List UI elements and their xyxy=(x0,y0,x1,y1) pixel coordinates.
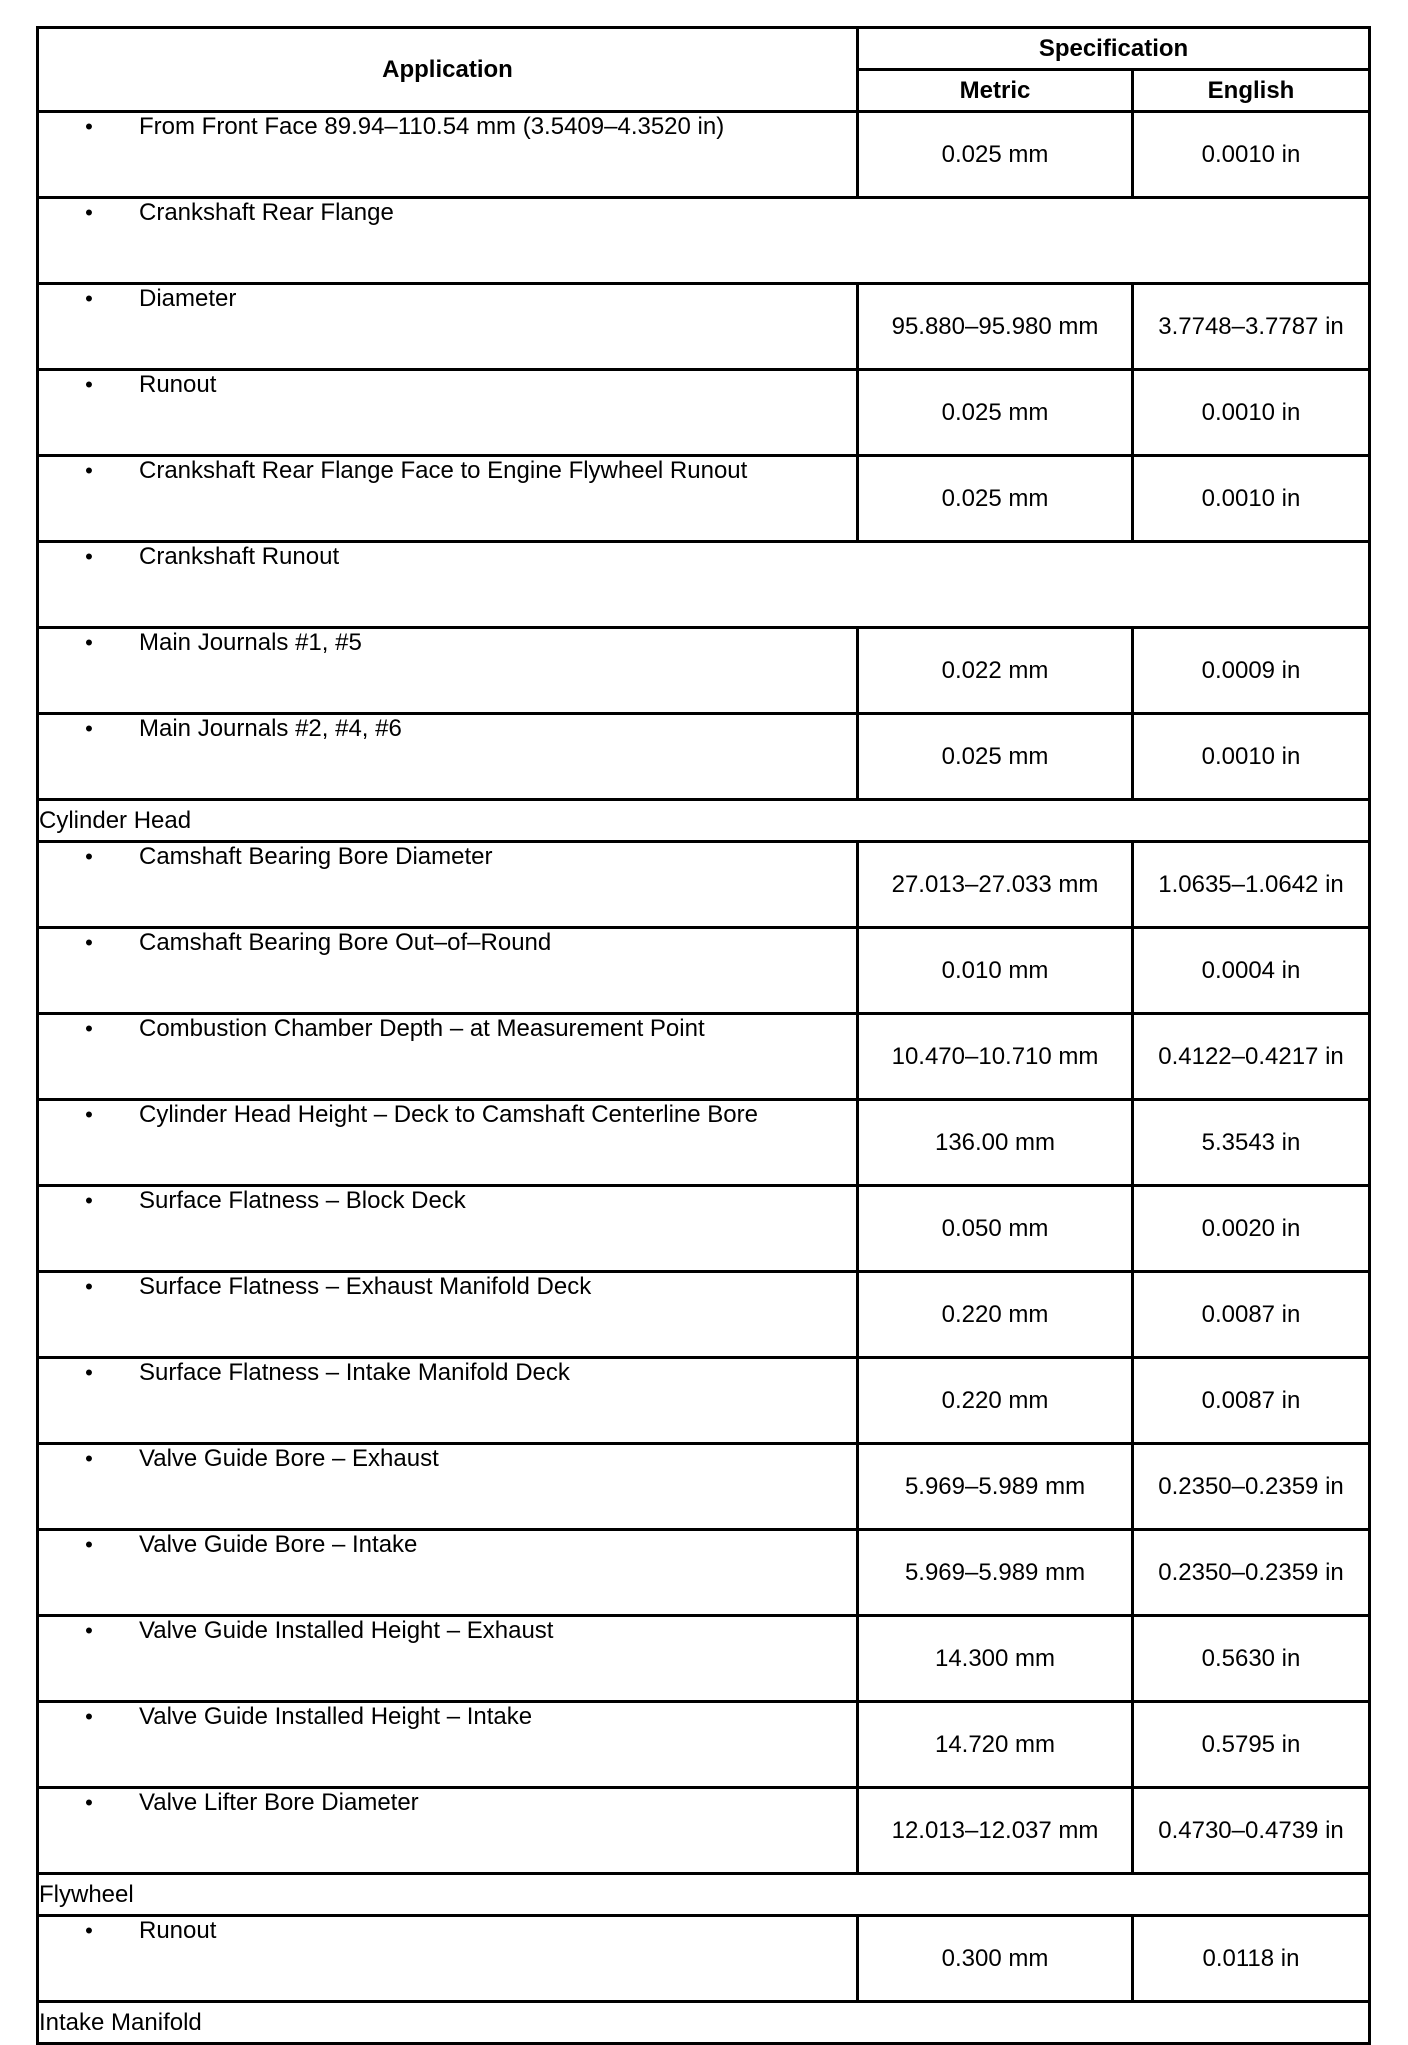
application-item xyxy=(39,629,856,657)
application-item xyxy=(39,1789,856,1817)
application-text: From Front Face 89.94–110.54 mm (3.5409–4.3520 in) xyxy=(139,113,725,140)
bullet-icon: • xyxy=(85,1918,93,1943)
application-text: Crankshaft Rear Flange Face to Engine Flywheel Runout xyxy=(139,457,748,484)
metric-value: 14.720 mm xyxy=(858,1702,1133,1788)
metric-value: 0.025 mm xyxy=(858,370,1133,456)
bullet-icon: • xyxy=(85,458,93,483)
table-row xyxy=(38,1530,1370,1616)
application-text: Main Journals #1, #5 xyxy=(139,629,362,656)
section-row xyxy=(38,2002,1370,2044)
application-cell xyxy=(38,1788,858,1874)
bullet-icon: • xyxy=(85,1188,93,1213)
english-value: 0.5795 in xyxy=(1133,1702,1370,1788)
metric-value: 10.470–10.710 mm xyxy=(858,1014,1133,1100)
application-text: Camshaft Bearing Bore Out–of–Round xyxy=(139,929,552,956)
bullet-icon: • xyxy=(85,716,93,741)
table-row xyxy=(38,842,1370,928)
subheader-row xyxy=(38,542,1370,628)
application-cell xyxy=(38,714,858,800)
application-cell xyxy=(38,112,858,198)
application-item xyxy=(39,1531,856,1559)
english-value: 0.4122–0.4217 in xyxy=(1133,1014,1370,1100)
metric-value: 0.025 mm xyxy=(858,456,1133,542)
application-item xyxy=(39,1703,856,1731)
bullet-icon: • xyxy=(85,544,93,569)
application-item xyxy=(39,1101,856,1129)
application-cell xyxy=(38,628,858,714)
application-cell xyxy=(38,1358,858,1444)
application-text: Cylinder Head Height – Deck to Camshaft Centerline Bore xyxy=(139,1101,758,1128)
table-row xyxy=(38,714,1370,800)
application-text: Camshaft Bearing Bore Diameter xyxy=(139,843,493,870)
application-cell xyxy=(38,1186,858,1272)
application-text: Valve Guide Installed Height – Intake xyxy=(139,1703,533,1730)
application-item xyxy=(39,929,856,957)
table-row xyxy=(38,1272,1370,1358)
application-item xyxy=(39,1273,856,1301)
application-text: Combustion Chamber Depth – at Measurement Point xyxy=(139,1015,705,1042)
application-cell xyxy=(38,456,858,542)
metric-value: 0.050 mm xyxy=(858,1186,1133,1272)
bullet-icon: • xyxy=(85,1704,93,1729)
english-value: 0.0010 in xyxy=(1133,456,1370,542)
specification-table xyxy=(36,26,1371,2045)
metric-value: 0.022 mm xyxy=(858,628,1133,714)
bullet-icon: • xyxy=(85,844,93,869)
application-cell xyxy=(38,1702,858,1788)
application-item xyxy=(39,715,856,743)
application-cell xyxy=(38,370,858,456)
application-cell xyxy=(38,198,1370,284)
english-value: 0.0087 in xyxy=(1133,1358,1370,1444)
application-cell xyxy=(38,1272,858,1358)
table-row xyxy=(38,1702,1370,1788)
bullet-icon: • xyxy=(85,114,93,139)
application-cell xyxy=(38,1616,858,1702)
table-row xyxy=(38,628,1370,714)
section-label: Flywheel xyxy=(38,1874,1370,1916)
bullet-icon: • xyxy=(85,1790,93,1815)
section-row xyxy=(38,1874,1370,1916)
bullet-icon: • xyxy=(85,630,93,655)
english-value: 3.7748–3.7787 in xyxy=(1133,284,1370,370)
table-row xyxy=(38,1358,1370,1444)
table-row xyxy=(38,928,1370,1014)
english-value: 0.5630 in xyxy=(1133,1616,1370,1702)
table-row xyxy=(38,1100,1370,1186)
application-item xyxy=(39,199,1368,227)
bullet-icon: • xyxy=(85,1274,93,1299)
english-value: 0.0004 in xyxy=(1133,928,1370,1014)
application-text: Valve Lifter Bore Diameter xyxy=(139,1789,419,1816)
application-text: Valve Guide Bore – Intake xyxy=(139,1531,418,1558)
application-cell xyxy=(38,1916,858,2002)
bullet-icon: • xyxy=(85,200,93,225)
application-text: Surface Flatness – Exhaust Manifold Deck xyxy=(139,1273,592,1300)
metric-value: 12.013–12.037 mm xyxy=(858,1788,1133,1874)
bullet-icon: • xyxy=(85,372,93,397)
application-text: Crankshaft Rear Flange xyxy=(139,199,394,226)
application-item xyxy=(39,1917,856,1945)
application-item xyxy=(39,543,1368,571)
metric-value: 95.880–95.980 mm xyxy=(858,284,1133,370)
english-value: 0.4730–0.4739 in xyxy=(1133,1788,1370,1874)
section-row xyxy=(38,800,1370,842)
english-header: English xyxy=(1133,70,1370,112)
metric-value: 0.220 mm xyxy=(858,1272,1133,1358)
english-value: 0.0010 in xyxy=(1133,370,1370,456)
application-item xyxy=(39,371,856,399)
english-value: 0.2350–0.2359 in xyxy=(1133,1530,1370,1616)
bullet-icon: • xyxy=(85,1016,93,1041)
application-item xyxy=(39,285,856,313)
metric-value: 0.025 mm xyxy=(858,112,1133,198)
metric-value: 5.969–5.989 mm xyxy=(858,1530,1133,1616)
application-cell xyxy=(38,1530,858,1616)
english-value: 0.0010 in xyxy=(1133,714,1370,800)
application-cell xyxy=(38,1444,858,1530)
application-cell xyxy=(38,842,858,928)
bullet-icon: • xyxy=(85,1446,93,1471)
bullet-icon: • xyxy=(85,286,93,311)
application-text: Runout xyxy=(139,371,217,398)
table-row xyxy=(38,112,1370,198)
header-row-top xyxy=(38,28,1370,70)
application-cell xyxy=(38,1014,858,1100)
bullet-icon: • xyxy=(85,1360,93,1385)
metric-value: 136.00 mm xyxy=(858,1100,1133,1186)
application-item xyxy=(39,457,856,485)
application-cell xyxy=(38,542,1370,628)
english-value: 5.3543 in xyxy=(1133,1100,1370,1186)
table-row xyxy=(38,370,1370,456)
application-text: Diameter xyxy=(139,285,237,312)
application-item xyxy=(39,1445,856,1473)
application-text: Valve Guide Installed Height – Exhaust xyxy=(139,1617,554,1644)
table-row xyxy=(38,1014,1370,1100)
metric-value: 0.010 mm xyxy=(858,928,1133,1014)
bullet-icon: • xyxy=(85,930,93,955)
bullet-icon: • xyxy=(85,1102,93,1127)
application-item xyxy=(39,843,856,871)
application-item xyxy=(39,1015,856,1043)
metric-value: 0.220 mm xyxy=(858,1358,1133,1444)
application-item xyxy=(39,1359,856,1387)
application-cell xyxy=(38,928,858,1014)
english-value: 0.0010 in xyxy=(1133,112,1370,198)
application-item xyxy=(39,113,856,141)
specification-header: Specification xyxy=(858,28,1370,70)
table-row xyxy=(38,456,1370,542)
application-text: Valve Guide Bore – Exhaust xyxy=(139,1445,439,1472)
subheader-row xyxy=(38,198,1370,284)
english-value: 0.0020 in xyxy=(1133,1186,1370,1272)
bullet-icon: • xyxy=(85,1532,93,1557)
application-item xyxy=(39,1617,856,1645)
table-row xyxy=(38,1186,1370,1272)
table-body xyxy=(38,112,1370,2044)
english-value: 0.0009 in xyxy=(1133,628,1370,714)
table-row xyxy=(38,284,1370,370)
table-row xyxy=(38,1788,1370,1874)
application-text: Main Journals #2, #4, #6 xyxy=(139,715,402,742)
application-item xyxy=(39,1187,856,1215)
table-row xyxy=(38,1444,1370,1530)
metric-value: 0.300 mm xyxy=(858,1916,1133,2002)
metric-value: 5.969–5.989 mm xyxy=(858,1444,1133,1530)
metric-value: 14.300 mm xyxy=(858,1616,1133,1702)
application-cell xyxy=(38,284,858,370)
table-row xyxy=(38,1916,1370,2002)
metric-value: 0.025 mm xyxy=(858,714,1133,800)
section-label: Intake Manifold xyxy=(38,2002,1370,2044)
bullet-icon: • xyxy=(85,1618,93,1643)
application-text: Surface Flatness – Block Deck xyxy=(139,1187,466,1214)
application-text: Surface Flatness – Intake Manifold Deck xyxy=(139,1359,570,1386)
metric-value: 27.013–27.033 mm xyxy=(858,842,1133,928)
english-value: 1.0635–1.0642 in xyxy=(1133,842,1370,928)
metric-header: Metric xyxy=(858,70,1133,112)
english-value: 0.2350–0.2359 in xyxy=(1133,1444,1370,1530)
application-header: Application xyxy=(38,28,858,112)
application-text: Crankshaft Runout xyxy=(139,543,340,570)
application-text: Runout xyxy=(139,1917,217,1944)
english-value: 0.0118 in xyxy=(1133,1916,1370,2002)
english-value: 0.0087 in xyxy=(1133,1272,1370,1358)
section-label: Cylinder Head xyxy=(38,800,1370,842)
table-row xyxy=(38,1616,1370,1702)
application-cell xyxy=(38,1100,858,1186)
